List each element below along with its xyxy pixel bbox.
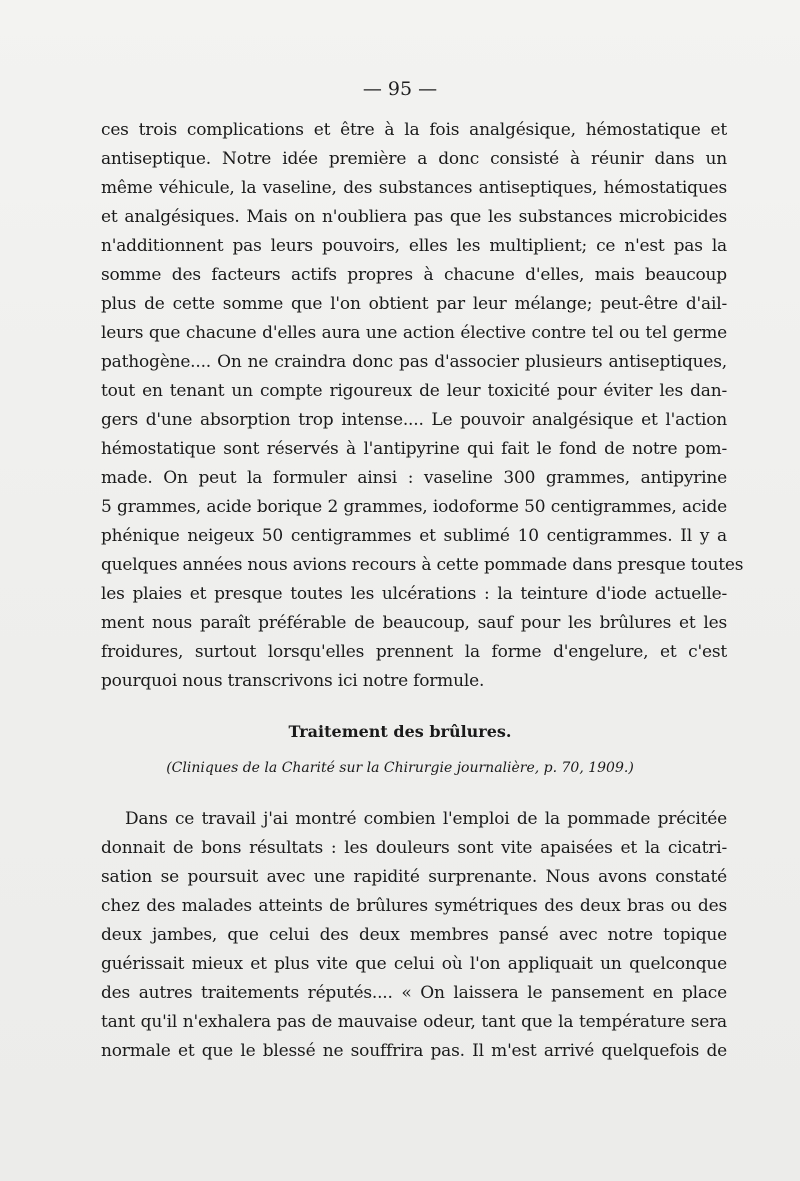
text-line: pourquoi nous transcrivons ici notre formule.	[101, 671, 485, 691]
text-line: antiseptique. Notre idée première a donc consisté à réunir dans un	[101, 149, 727, 169]
text-line: leurs que chacune d'elles aura une action élective contre tel ou tel germe	[101, 323, 727, 343]
paragraph-formula	[101, 116, 744, 696]
text-line: phénique neigeux 50 centigrammes et sublimé 10 centigrammes. Il y a	[101, 526, 727, 546]
text-line: ces trois complications et être à la fois analgésique, hémostatique et	[101, 120, 727, 140]
text-line: Dans ce travail j'ai montré combien l'emploi de la pommade précitée	[125, 809, 727, 829]
text-line: pathogène.... On ne craindra donc pas d'associer plusieurs antiseptiques,	[101, 352, 727, 372]
text-line: sation se poursuit avec une rapidité surprenante. Nous avons constaté	[101, 867, 727, 887]
paragraph-burns	[101, 805, 727, 1066]
section-heading: Traitement des brûlures.	[288, 722, 512, 741]
text-line: guérissait mieux et plus vite que celui où l'on appliquait un quelconque	[101, 954, 727, 974]
source-citation: (Cliniques de la Charité sur la Chirurgie journalière, p. 70, 1909.)	[166, 760, 634, 776]
text-line: hémostatique sont réservés à l'antipyrine qui fait le fond de notre pom-	[101, 439, 727, 459]
page-number: — 95 —	[362, 78, 438, 100]
text-line: et analgésiques. Mais on n'oubliera pas que les substances microbicides	[101, 207, 727, 227]
text-line: ment nous paraît préférable de beaucoup, sauf pour les brûlures et les	[101, 613, 727, 633]
text-line: normale et que le blessé ne souffrira pas. Il m'est arrivé quelquefois de	[101, 1041, 727, 1061]
text-line: les plaies et presque toutes les ulcérations : la teinture d'iode actuelle-	[101, 584, 727, 604]
text-line: tout en tenant un compte rigoureux de leur toxicité pour éviter les dan-	[101, 381, 727, 401]
text-line: deux jambes, que celui des deux membres pansé avec notre topique	[101, 925, 727, 945]
text-line: gers d'une absorption trop intense.... Le pouvoir analgésique et l'action	[101, 410, 727, 430]
text-line: plus de cette somme que l'on obtient par leur mélange; peut-être d'ail-	[101, 294, 727, 314]
text-line: n'additionnent pas leurs pouvoirs, elles les multiplient; ce n'est pas la	[101, 236, 727, 256]
text-line: froidures, surtout lorsqu'elles prennent la forme d'engelure, et c'est	[101, 642, 727, 662]
text-line: made. On peut la formuler ainsi : vaseline 300 grammes, antipyrine	[101, 468, 727, 488]
text-line: chez des malades atteints de brûlures symétriques des deux bras ou des	[101, 896, 727, 916]
text-line: somme des facteurs actifs propres à chacune d'elles, mais beaucoup	[101, 265, 727, 285]
text-line: 5 grammes, acide borique 2 grammes, iodoforme 50 centigrammes, acide	[101, 497, 727, 517]
text-line: tant qu'il n'exhalera pas de mauvaise odeur, tant que la température sera	[101, 1012, 727, 1032]
text-line: donnait de bons résultats : les douleurs sont vite apaisées et la cicatri-	[101, 838, 727, 858]
text-line: des autres traitements réputés.... « On laissera le pansement en place	[101, 983, 727, 1003]
text-line: quelques années nous avions recours à cette pommade dans presque toutes	[101, 555, 744, 575]
text-line: même véhicule, la vaseline, des substances antiseptiques, hémostatiques	[101, 178, 727, 198]
